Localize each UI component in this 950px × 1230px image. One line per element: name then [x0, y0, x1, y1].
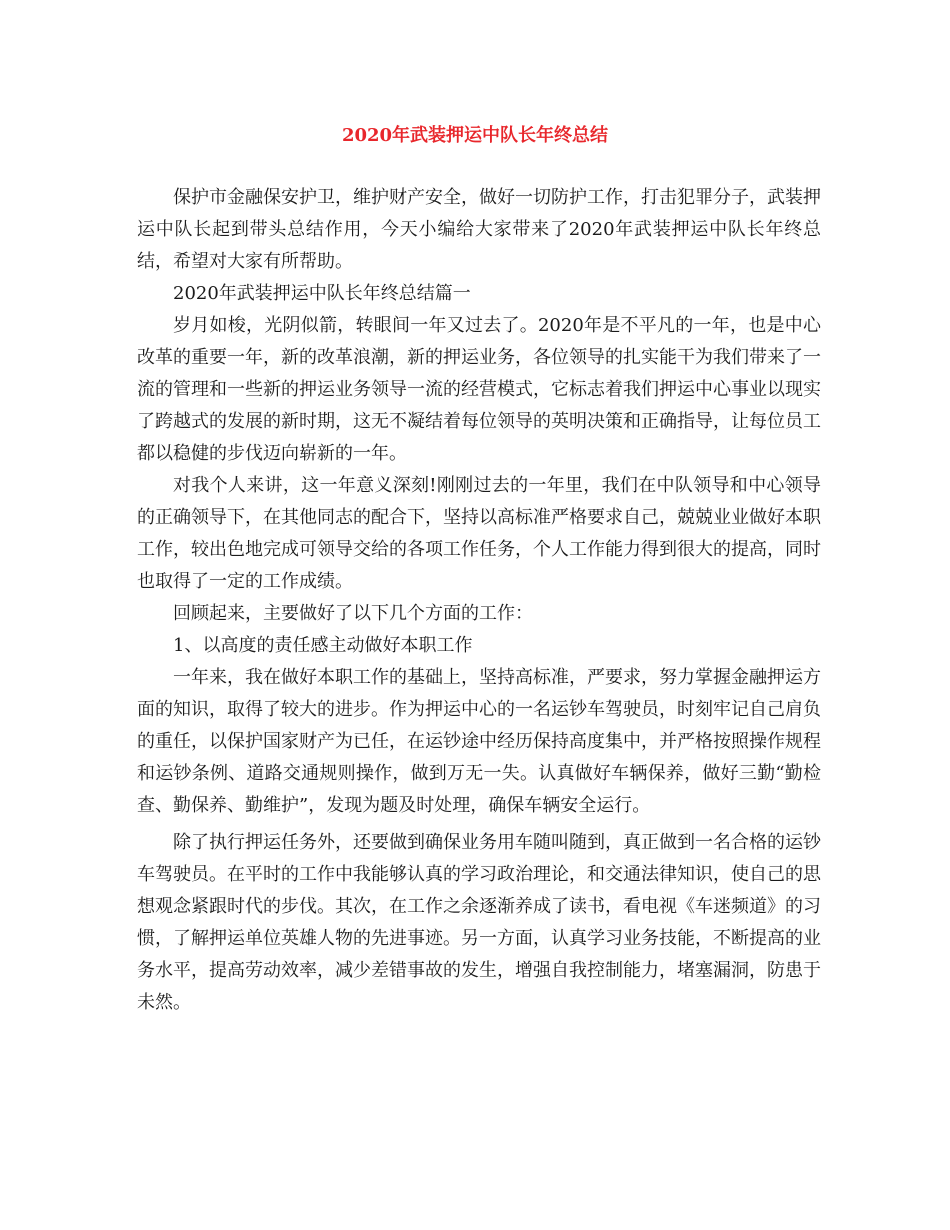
document-body: [137, 182, 821, 1019]
subheading-responsibility: 1、以高度的责任感主动做好本职工作: [173, 635, 473, 656]
paragraph-year-review: 岁月如梭，光阴似箭，转眼间一年又过去了。2020年是不平凡的一年，也是中心改革的重要一年，新的改革浪潮，新的押运业务，各位领导的扎实能干为我们带来了一流的管理和一些新的押运业务领导一流的经营模式，它标志着我们押运中心事业以现实了跨越式的发展的新时期，这无不凝结着每位领导的英明决策和正确指导，让每位员工都以稳健的步伐迈向崭新的一年。: [137, 315, 821, 464]
paragraph-intro: 保护市金融保安护卫，维护财产安全，做好一切防护工作，打击犯罪分子，武装押运中队长起到带头总结作用，今天小编给大家带来了2020年武装押运中队长年终总结，希望对大家有所帮助。: [137, 187, 821, 272]
section-heading: 2020年武装押运中队长年终总结篇一: [173, 283, 471, 304]
document-title: 2020年武装押运中队长年终总结: [341, 125, 609, 146]
paragraph-other-tasks: 除了执行押运任务外，还要做到确保业务用车随叫随到，真正做到一名合格的运钞车驾驶员。在平时的工作中我能够认真的学习政治理论，和交通法律知识，使自己的思想观念紧跟时代的步伐。其次，在工作之余逐渐养成了读书，看电视《车迷频道》的习惯，了解押运单位英雄人物的先进事迹。另一方面，认真学习业务技能，不断提高的业务水平，提高劳动效率，减少差错事故的发生，增强自我控制能力，堵塞漏洞，防患于未然。: [137, 832, 821, 1013]
paragraph-review-intro: 回顾起来，主要做好了以下几个方面的工作：: [173, 603, 533, 624]
paragraph-personal: 对我个人来讲，这一年意义深刻!刚刚过去的一年里，我们在中队领导和中心领导的正确领导下，在其他同志的配合下，坚持以高标准严格要求自己，兢兢业业做好本职工作，较出色地完成可领导交给的各项工作任务，个人工作能力得到很大的提高，同时也取得了一定的工作成绩。: [137, 475, 821, 592]
paragraph-duties: 一年来，我在做好本职工作的基础上，坚持高标准，严要求，努力掌握金融押运方面的知识，取得了较大的进步。作为押运中心的一名运钞车驾驶员，时刻牢记自己肩负的重任，以保护国家财产为已任，在运钞途中经历保持高度集中，并严格按照操作规程和运钞条例、道路交通规则操作，做到万无一失。认真做好车辆保养，做好三勤“勤检查、勤保养、勤维护”，发现为题及时处理，确保车辆安全运行。: [137, 667, 821, 816]
